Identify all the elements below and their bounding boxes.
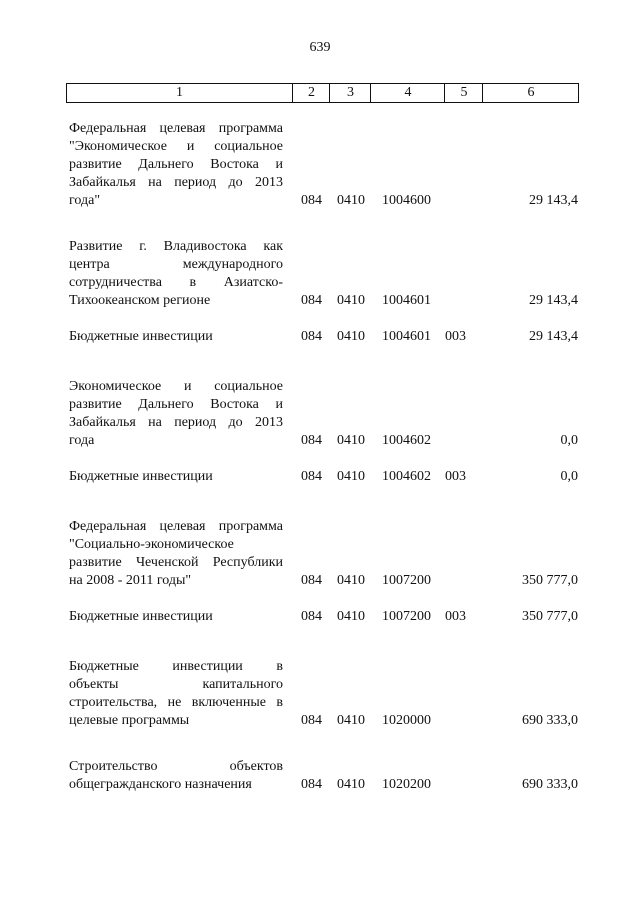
row-description <box>69 120 283 210</box>
row-description-line: Тихоокеанском регионе <box>69 293 211 308</box>
row-description-line: развитие Дальнего Востока и <box>69 397 283 412</box>
row-c4-value: 1004601 <box>382 329 431 344</box>
row-c2-value: 084 <box>301 433 322 448</box>
row-description-line: на 2008 - 2011 годы" <box>69 573 192 588</box>
row-description-line: общегражданского назначения <box>69 777 252 792</box>
row-c4-value: 1004601 <box>382 293 431 308</box>
row-c3-value: 0410 <box>337 573 365 588</box>
row-c3-value: 0410 <box>337 469 365 484</box>
row-description <box>69 468 283 486</box>
row-c4-value: 1007200 <box>382 609 431 624</box>
row-c2-value: 084 <box>301 193 322 208</box>
row-description <box>69 608 283 626</box>
row-description-line: развитие Дальнего Востока и <box>69 157 283 172</box>
row-description-line: строительства, не включенные в <box>69 695 283 710</box>
row-c3-value: 0410 <box>337 329 365 344</box>
header-col-1: 1 <box>176 85 183 100</box>
row-description-line: Забайкалья на период до 2013 <box>69 415 283 430</box>
row-description <box>69 658 283 730</box>
row-c3-value: 0410 <box>337 193 365 208</box>
row-description-line: развитие Чеченской Республики <box>69 555 283 570</box>
row-description <box>69 378 283 450</box>
row-description-line: центра международного <box>69 257 283 272</box>
row-c3-value: 0410 <box>337 777 365 792</box>
row-c2-value: 084 <box>301 329 322 344</box>
row-c2-value: 084 <box>301 713 322 728</box>
table-header-row <box>66 83 579 103</box>
row-c6-value: 350 777,0 <box>522 609 578 624</box>
row-c3-value: 0410 <box>337 293 365 308</box>
row-c3-value: 0410 <box>337 609 365 624</box>
header-col-4: 4 <box>370 84 445 102</box>
row-c3-value: 0410 <box>337 433 365 448</box>
row-description-line: сотрудничества в Азиатско- <box>69 275 283 290</box>
row-c4-value: 1004602 <box>382 433 431 448</box>
row-description-line: "Экономическое и социальное <box>69 139 283 154</box>
row-c6-value: 29 143,4 <box>529 329 578 344</box>
row-c5-value: 003 <box>445 329 466 344</box>
row-c2-value: 084 <box>301 293 322 308</box>
row-description-line: целевые программы <box>69 713 190 728</box>
row-c4-value: 1020000 <box>382 713 431 728</box>
row-c6-value: 0,0 <box>560 433 578 448</box>
row-c4-value: 1020200 <box>382 777 431 792</box>
row-c4-value: 1004602 <box>382 469 431 484</box>
row-description <box>69 238 283 310</box>
row-c4-value: 1007200 <box>382 573 431 588</box>
row-c6-value: 29 143,4 <box>529 293 578 308</box>
row-description <box>69 758 283 794</box>
row-c6-value: 690 333,0 <box>522 777 578 792</box>
page-number: 639 <box>309 40 331 55</box>
row-description-line: Федеральная целевая программа <box>69 519 283 534</box>
row-c2-value: 084 <box>301 469 322 484</box>
row-description-line: Экономическое и социальное <box>69 379 283 394</box>
row-c6-value: 350 777,0 <box>522 573 578 588</box>
row-c2-value: 084 <box>301 777 322 792</box>
row-c2-value: 084 <box>301 609 322 624</box>
row-description-line: года" <box>69 193 101 208</box>
header-col-6: 6 <box>482 84 579 102</box>
header-col-2: 2 <box>292 84 330 102</box>
row-description-line: Федеральная целевая программа <box>69 121 283 136</box>
header-col-3: 3 <box>329 84 371 102</box>
row-description-line: объекты капитального <box>69 677 283 692</box>
row-c6-value: 0,0 <box>560 469 578 484</box>
row-description-line: Бюджетные инвестиции <box>69 469 213 484</box>
row-description-line: Бюджетные инвестиции в <box>69 659 283 674</box>
row-c5-value: 003 <box>445 609 466 624</box>
row-description-line: Забайкалья на период до 2013 <box>69 175 283 190</box>
row-c4-value: 1004600 <box>382 193 431 208</box>
row-description-line: Развитие г. Владивостока как <box>69 239 283 254</box>
row-description-line: Строительство объектов <box>69 759 283 774</box>
row-description <box>69 328 283 346</box>
row-c3-value: 0410 <box>337 713 365 728</box>
row-description-line: года <box>69 433 95 448</box>
header-col-5: 5 <box>444 84 483 102</box>
row-c2-value: 084 <box>301 573 322 588</box>
row-description-line: "Социально-экономическое <box>69 537 234 552</box>
row-c6-value: 29 143,4 <box>529 193 578 208</box>
row-description <box>69 518 283 590</box>
row-description-line: Бюджетные инвестиции <box>69 609 213 624</box>
row-description-line: Бюджетные инвестиции <box>69 329 213 344</box>
row-c5-value: 003 <box>445 469 466 484</box>
row-c6-value: 690 333,0 <box>522 713 578 728</box>
